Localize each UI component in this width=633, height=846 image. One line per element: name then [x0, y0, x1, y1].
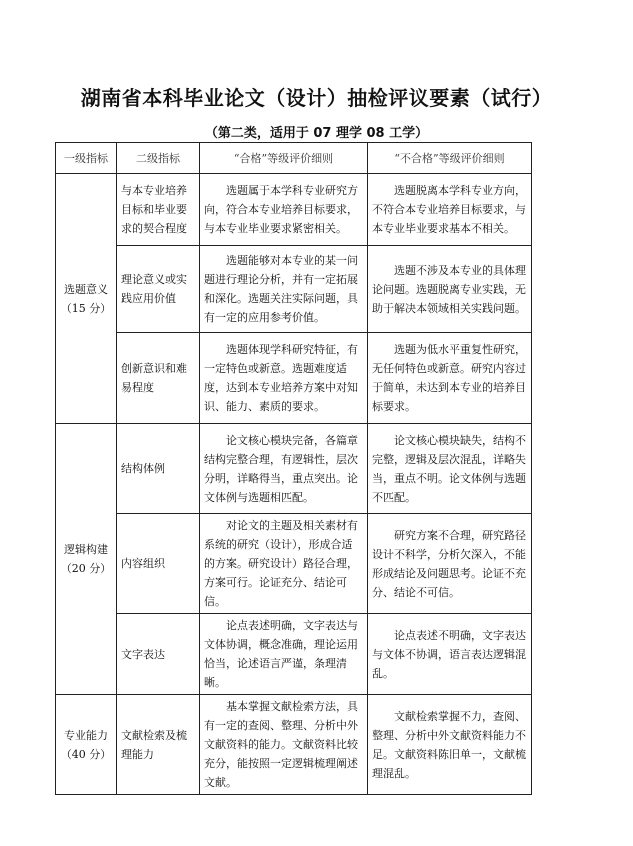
evaluation-table: [55, 142, 532, 795]
pass-criteria: 对论文的主题及相关素材有系统的研究（设计），形成合适的方案。研究设计）路径合理，方案可行。论证充分、结论可信。: [200, 514, 368, 614]
pass-criteria: 选题能够对本专业的某一问题进行理论分析，并有一定拓展和深化。选题关注实际问题，具有一定的应用参考价值。: [200, 246, 368, 333]
header-fail: “不合格”等级评价细则: [368, 143, 532, 174]
level1-score: （20 分）: [60, 562, 112, 575]
fail-criteria: 论点表述不明确，文字表达与文体不协调，语言表达逻辑混乱。: [368, 614, 532, 695]
level2-cell: 理论意义或实践应用价值: [117, 246, 200, 333]
level1-cell: [56, 424, 117, 695]
table-row: [56, 174, 532, 246]
level1-score: （15 分）: [60, 301, 112, 315]
table-row: [56, 514, 532, 614]
fail-criteria: 文献检索掌握不力，查阅、整理、分析中外文献资料能力不足。文献资料陈旧单一，文献梳理混乱。: [368, 695, 532, 795]
level1-label: 专业能力: [64, 728, 108, 742]
pass-criteria: 选题属于本学科专业研究方向，符合本专业培养目标要求，与本专业毕业要求紧密相关。: [200, 174, 368, 246]
level2-cell: 文字表达: [117, 614, 200, 695]
level2-cell: 创新意识和难易程度: [117, 333, 200, 424]
level1-score: （40 分）: [60, 747, 112, 761]
page-title: 湖南省本科毕业论文（设计）抽检评议要素（试行）: [80, 86, 553, 110]
table-row: [56, 246, 532, 333]
table-row: [56, 333, 532, 424]
header-level1: 一级指标: [56, 143, 117, 174]
table-header-row: [56, 143, 532, 174]
level1-label: 逻辑构建: [64, 543, 108, 556]
fail-criteria: 选题为低水平重复性研究，无任何特色或新意。研究内容过于简单，未达到本专业的培养目标要求。: [368, 333, 532, 424]
pass-criteria: 基本掌握文献检索方法，具有一定的查阅、整理、分析中外文献资料的能力。文献资料比较充分，能按照一定逻辑梳理阐述文献。: [200, 695, 368, 795]
level2-cell: 与本专业培养目标和毕业要求的契合程度: [117, 174, 200, 246]
header-level2: 二级指标: [117, 143, 200, 174]
level2-cell: 内容组织: [117, 514, 200, 614]
table-row: [56, 614, 532, 695]
page-subtitle: （第二类，适用于 07 理学 08 工学）: [204, 126, 429, 141]
header-pass: “合格”等级评价细则: [200, 143, 368, 174]
pass-criteria: 论文核心模块完备，各篇章结构完整合理，有逻辑性，层次分明，详略得当，重点突出。论文体例与选题相匹配。: [200, 424, 368, 514]
table-row: [56, 424, 532, 514]
table-row: [56, 695, 532, 795]
level1-label: 选题意义: [64, 282, 108, 296]
level1-cell: [56, 174, 117, 424]
pass-criteria: 论点表述明确，文字表达与文体协调，概念准确，理论运用恰当，论述语言严谨，条理清晰。: [200, 614, 368, 695]
level2-cell: 文献检索及梳理能力: [117, 695, 200, 795]
level2-cell: 结构体例: [117, 424, 200, 514]
pass-criteria: 选题体现学科研究特征，有一定特色或新意。选题难度适度，达到本专业培养方案中对知识、能力、素质的要求。: [200, 333, 368, 424]
fail-criteria: 选题不涉及本专业的具体理论问题。选题脱离专业实践，无助于解决本领域相关实践问题。: [368, 246, 532, 333]
level1-cell: [56, 695, 117, 795]
fail-criteria: 论文核心模块缺失，结构不完整，逻辑及层次混乱，详略失当，重点不明。论文体例与选题不匹配。: [368, 424, 532, 514]
fail-criteria: 研究方案不合理，研究路径设计不科学，分析欠深入，不能形成结论及问题思考。论证不充分、结论不可信。: [368, 514, 532, 614]
fail-criteria: 选题脱离本学科专业方向，不符合本专业培养目标要求，与本专业毕业要求基本不相关。: [368, 174, 532, 246]
